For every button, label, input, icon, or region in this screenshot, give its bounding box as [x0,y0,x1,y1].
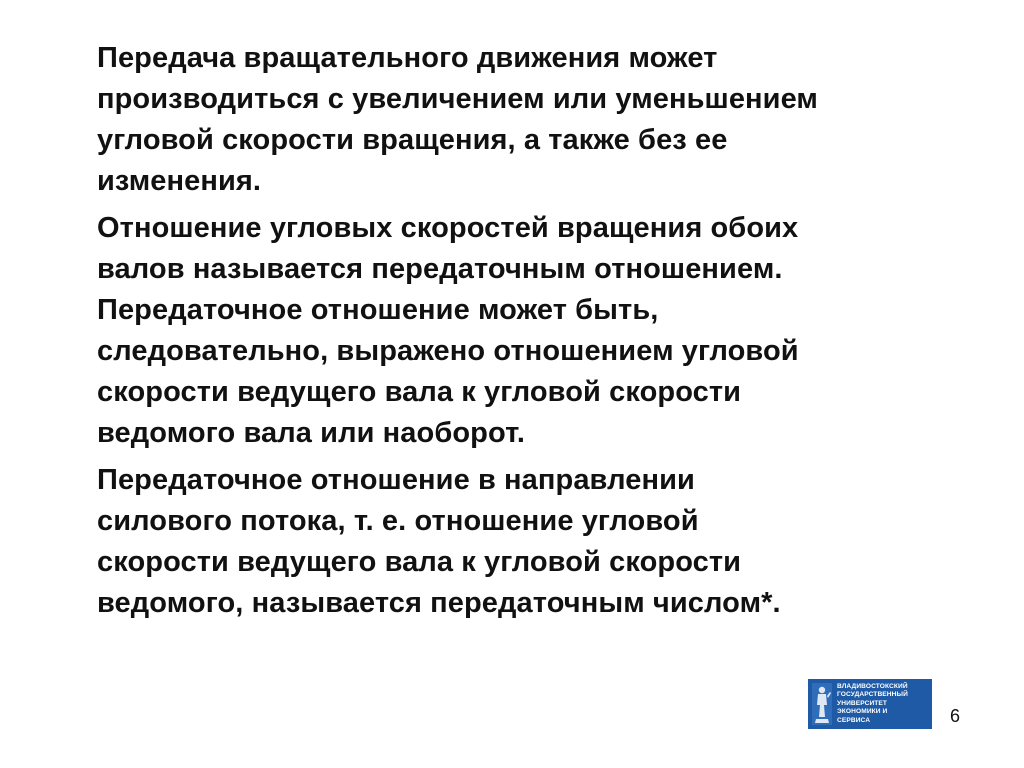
university-emblem-icon [812,683,832,725]
slide-body [97,38,957,630]
paragraph-gear-ratio-definition: Отношение угловых скоростей вращения обоих валов называется передаточным отношением. Передаточное отношение может быть, следовательно, выражено отношением угловой скорости ведущего вала к угловой скорости ведомого вала или наоборот. [97,212,799,449]
paragraph-transmission-number: Передаточное отношение в направлении силового потока, т. е. отношение угловой скорости ведущего вала к угловой скорости ведомого, называется передаточным числом*. [97,464,781,619]
paragraph-rotation-transfer: Передача вращательного движения может производиться с увеличением или уменьшением угловой скорости вращения, а также без ее изменения. [97,42,818,197]
university-logo [808,679,932,729]
logo-text: ВЛАДИВОСТОКСКИЙ ГОСУДАРСТВЕННЫЙ УНИВЕРСИТЕТ ЭКОНОМИКИ И СЕРВИСА [837,682,908,724]
page-number: 6 [950,706,961,726]
